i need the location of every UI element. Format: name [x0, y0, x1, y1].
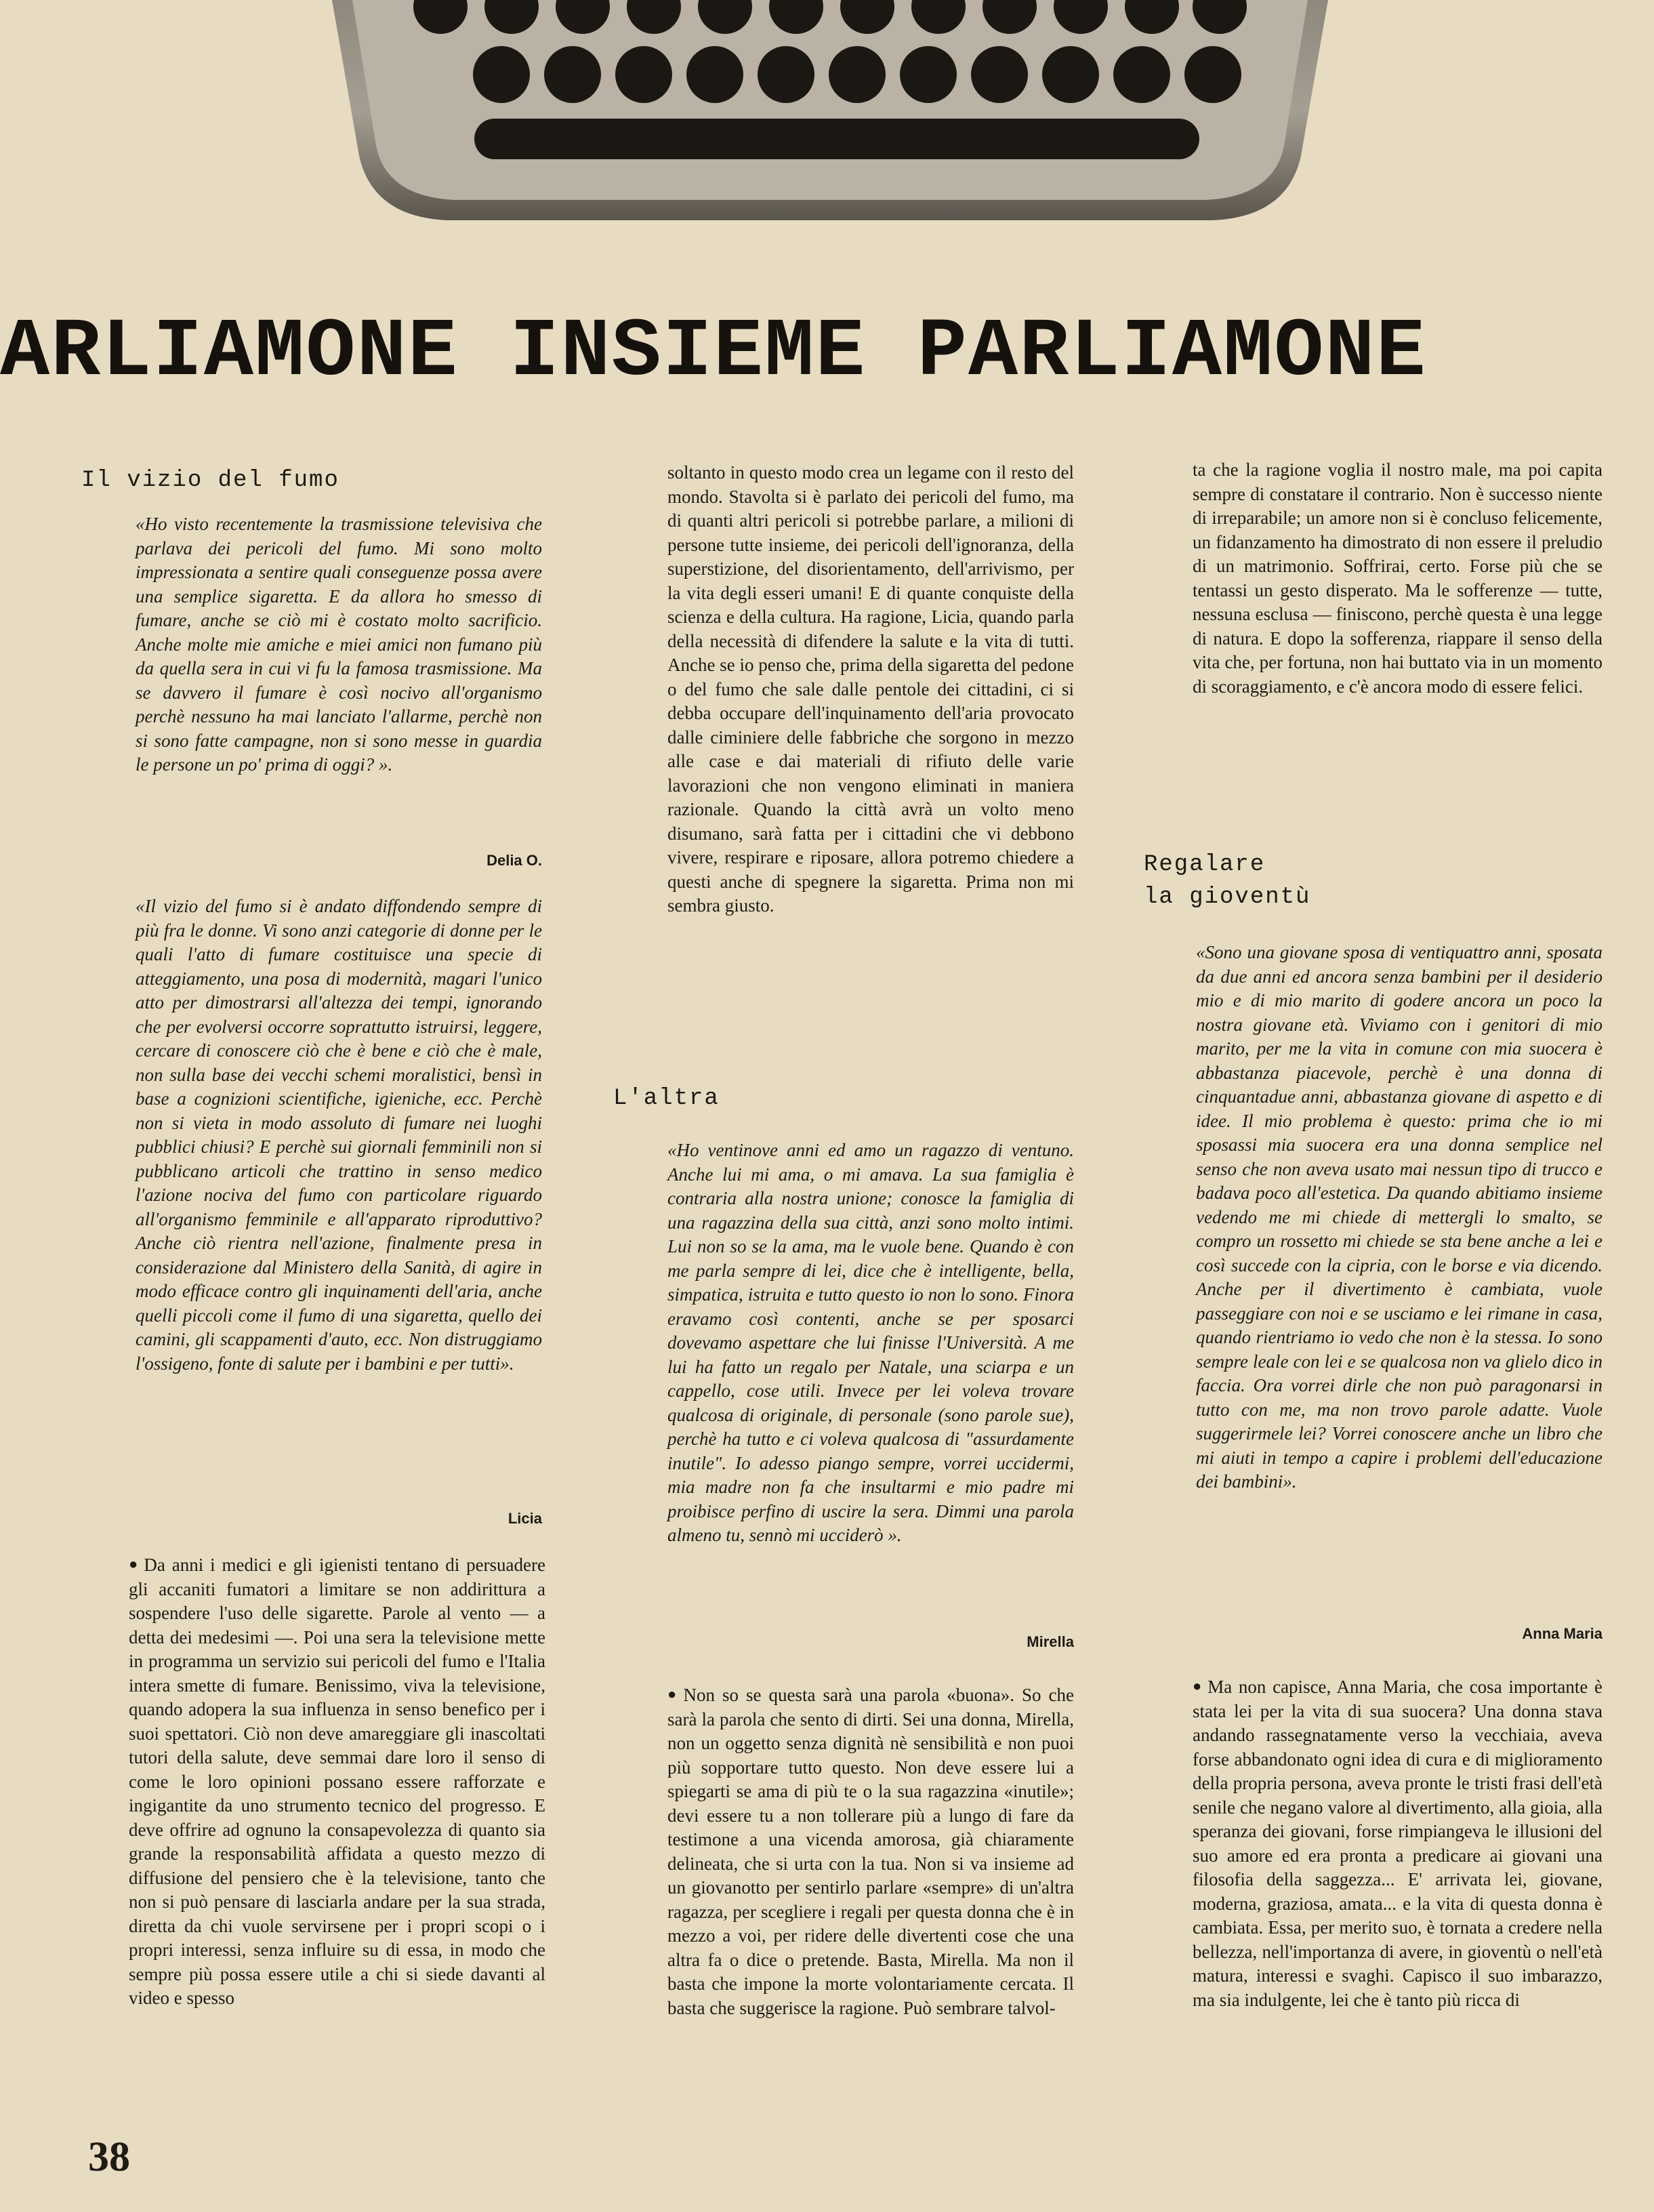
answer-altra	[667, 1682, 1074, 2020]
page-number: 38	[88, 2134, 130, 2180]
signature-licia: Licia	[508, 1510, 542, 1527]
continuation-altra: ta che la ragione voglia il nostro male, ma poi capita sempre di constatare il contrario. Non è successo niente di irreparabile; un amore non si è concluso felicemente, un fidanzamento ha dimostrato di non essere il preludio di un matrimonio. Soffrirai, certo. Forse più che se tentassi un gesto disperato. Ma le sofferenze — tutte, nessuna esclusa — finiscono, perchè questa è una legge di natura. E dopo la sofferenza, riappare il senso della vita che, per fortuna, non hai buttato via in un momento di scoraggiamento, e c'è ancora modo di essere felici.	[1193, 459, 1603, 697]
continuation-fumo: soltanto in questo modo crea un legame con il resto del mondo. Stavolta si è parlato dei pericoli del fumo, ma di quanti altri pericoli si potrebbe parlare, a milioni di persone tutte insieme, dei pericoli dell'ignoranza, della superstizione, del disorientamento, dell'arrivismo, per la vita degli esseri umani! E di quante conquiste della scienza e della cultura. Ha ragione, Licia, quando parla della necessità di difendere la salute e la vita di tutti. Anche se io penso che, prima della sigaretta del pedone o del fumo che sale dalle pentole dei cittadini, ci si debba occupare dell'inquinamento dell'aria provocato dalle ciminiere delle fabbriche che sorgono in mezzo alle case e dai materiali di rifiuto delle varie lavorazioni che non vengono eliminati in maniera razionale. Quando la città avrà un volto meno disumano, sarà fatta per i cittadini che vi debbono vivere, respirare e riposare, allora potremo chiedere a questi anche di spegnere la sigaretta. Prima non mi sembra giusto.	[667, 462, 1074, 916]
bullet-icon: ●	[1193, 1677, 1204, 1694]
answer-gioventu-text: Ma non capisce, Anna Maria, che cosa importante è stata lei per la vita di sua suocera? Una donna stava andando rassegnatamente verso la vecchiaia, aveva forse abbandonato ogni idea di cura e di miglioramento della propria persona, aveva pronte le tristi frasi dell'età senile che negano valore al divertimento, alla gioia, alla speranza dei giovani, forse rimpiangeva le illusioni del suo amore ed era pronta a predicare ai giovani una filosofia della saggezza... E' arrivata lei, giovane, moderna, graziosa, amata... e la vita di questa donna è cambiata. Essa, per merito suo, è tornata a credere nella bellezza, nell'importanza di avere, in gioventù o nell'età matura, interessi e svaghi. Capisco il suo imbarazzo, ma sia indulgente, lei che è tanto più ricca di	[1193, 1677, 1603, 2010]
section-title-l-altra: L'altra	[613, 1086, 720, 1111]
letter-mirella: «Ho ventinove anni ed amo un ragazzo di ventuno. Anche lui mi ama, o mi amava. La sua famiglia è contraria alla nostra unione; conosce la famiglia di una ragazzina della sua città, anzi sono molto intimi. Lui non so se la ama, ma le vuole bene. Quando è con me parla sempre di lei, dice che è intelligente, bella, simpatica, istruita e tutto questo io non lo sono. Finora eravamo così contenti, anche se per sposarci dovevamo aspettare che lui finisse l'Università. A me lui ha fatto un regalo per Natale, una sciarpa e un cappello, cose utili. Invece per lei voleva trovare qualcosa di originale, di personale (sono parole sue), perchè ha tutto e ci voleva qualcosa di "assurdamente inutile". Io adesso piango sempre, vorrei uccidermi, mia madre non fa che insultarmi e mio padre mi proibisce perfino di uscire la sera. Dimmi una parola almeno tu, sennò mi ucciderò ».	[667, 1140, 1074, 1545]
answer-gioventu	[1193, 1674, 1603, 2012]
section-title-vizio-del-fumo: Il vizio del fumo	[81, 468, 339, 493]
typewriter-illustration	[332, 0, 1328, 224]
letter-anna-maria: «Sono una giovane sposa di ventiquattro anni, sposata da due anni ed ancora senza bambini per il desiderio mio e di mio marito di godere ancora un poco la nostra giovane età. Viviamo con i genitori di mio marito, per me la vita in comune con mia suocera è abbastanza piacevole, perchè è una donna di cinquantadue anni, abbastanza giovane di aspetto e di idee. Il mio problema è questo: prima che io mi sposassi mia suocera era una donna semplice nel senso che non aveva usato mai nessun tipo di trucco e badava poco all'estetica. Da quando abitiamo insieme vedendo me mi chiede di mettergli lo smalto, se compro un rossetto mi chiede se sta bene anche a lei e così succede con la cipria, con le borse e via dicendo. Anche per il divertimento è cambiata, vuole passeggiare con noi e se usciamo e lei rimane in casa, quando rientriamo io vedo che non è la stessa. Io sono sempre leale con lei e se qualcosa non va glielo dico in faccia. Ora vorrei dirle che non può paragonarsi in tutto con me, ma non trovo parole adatte. Vuole suggerirmele lei? Vorrei conoscere anche un libro che mi aiuti in tempo a capire i problemi dell'educazione dei bambini».	[1196, 942, 1603, 1492]
bullet-icon: ●	[667, 1685, 680, 1702]
signature-mirella: Mirella	[1027, 1633, 1074, 1650]
answer-altra-text: Non so se questa sarà una parola «buona». So che sarà la parola che sento di dirti. Sei una donna, Mirella, non un oggetto senza dignità nè sensibilità e non puoi più sopportare tutto questo. Non deve essere lui a spiegarti se ama di più te o la sua ragazzina «inutile»; devi essere tu a non tollerare più a lungo di fare da testimone a una vicenda amorosa, già chiaramente delineata, che si urta con la tua. Non si va insieme ad un giovanotto per sentirlo parlare «sempre» di un'altra ragazza, per scegliere i regali per questa donna che è in mezzo a voi, per ridere delle divertenti cose che una altra fa o dice o pretende. Basta, Mirella. Ma non il basta che impone la morte volontariamente cercata. Il basta che suggerisce la ragione. Può sembrare talvol-	[667, 1685, 1074, 2018]
letter-licia: «Il vizio del fumo si è andato diffondendo sempre di più fra le donne. Vi sono anzi categorie di donne per le quali l'atto di fumare costituisce una specie di atteggiamento, una posa di modernità, magari l'unico atto per dimostrarsi all'altezza dei tempi, ignorando che per evolversi occorre soprattutto istruirsi, leggere, cercare di conoscere ciò che è bene e ciò che è male, non sulla base dei vecchi schemi moralistici, bensì in base a cognizioni scientifiche, igieniche, ecc. Perchè non si vieta in modo assoluto di fumare nei luoghi pubblici chiusi? E perchè sui giornali femminili non si pubblicano articoli che trattino in senso medico l'azione nociva del fumo con particolare riguardo all'organismo femminile e all'apparato riproduttivo? Anche ciò rientra nell'azione, finalmente presa in considerazione dal Ministero della Sanità, di agire in modo efficace contro gli inquinamenti dell'aria, anche quelli piccoli come il fumo di una sigaretta, quello dei camini, gli scappamenti d'auto, ecc. Non distruggiamo l'ossigeno, fonte di salute per i bambini e per tutti».	[136, 896, 542, 1374]
section-title-regalare-la-gioventu: Regalare la gioventù	[1144, 852, 1311, 910]
answer-fumo-text: Da anni i medici e gli igienisti tentano di persuadere gli accaniti fumatori a limitare se non addirittura a sospendere l'uso delle sigarette. Parole al vento — a detta dei medesimi —. Poi una sera la televisione mette in programma un servizio sui pericoli del fumo e l'Italia intera smette di fumare. Benissimo, viva la televisione, quando adopera la sua influenza in senso benefico per i suoi spettatori. Ciò non deve amareggiare gli inascoltati tutori della salute, deve semmai dare loro il senso di come le loro opinioni possano essere rafforzate e ingigantite da uno strumento tecnico del progresso. E deve offrire ad ognuno la consapevolezza di quanto sia grande la responsabilità affidata a questo mezzo di diffusione del pensiero che è la televisione, tanto che non si può pensare di lasciarla andare per la sua strada, diretta da chi vuole servirsene per i propri scopi o i propri interessi, senza influire su di essa, in modo che sempre più possa essere utile a chi si siede davanti al video e spesso	[129, 1555, 545, 2008]
letter-delia: «Ho visto recentemente la trasmissione televisiva che parlava dei pericoli del fumo. Mi sono molto impressionata a sentire quali conseguenze possa avere una semplice sigaretta. E da allora ho smesso di fumare, anche se ciò mi è costato molto sacrificio. Anche molte mie amiche e miei amici non fumano più da quella sera in cui vi fu la famosa trasmissione. Ma se davvero il fumare è così nocivo all'organismo perchè nessuno ha mai lanciato l'allarme, perchè non si sono fatte campagne, non si sono messe in guardia le persone un po' prima di oggi? ».	[136, 514, 542, 775]
bullet-icon: ●	[129, 1555, 140, 1572]
page-headline: ARLIAMONE INSIEME PARLIAMONE	[0, 305, 1427, 399]
signature-anna-maria: Anna Maria	[1522, 1625, 1603, 1642]
signature-delia: Delia O.	[487, 852, 542, 869]
answer-fumo	[129, 1552, 545, 2011]
